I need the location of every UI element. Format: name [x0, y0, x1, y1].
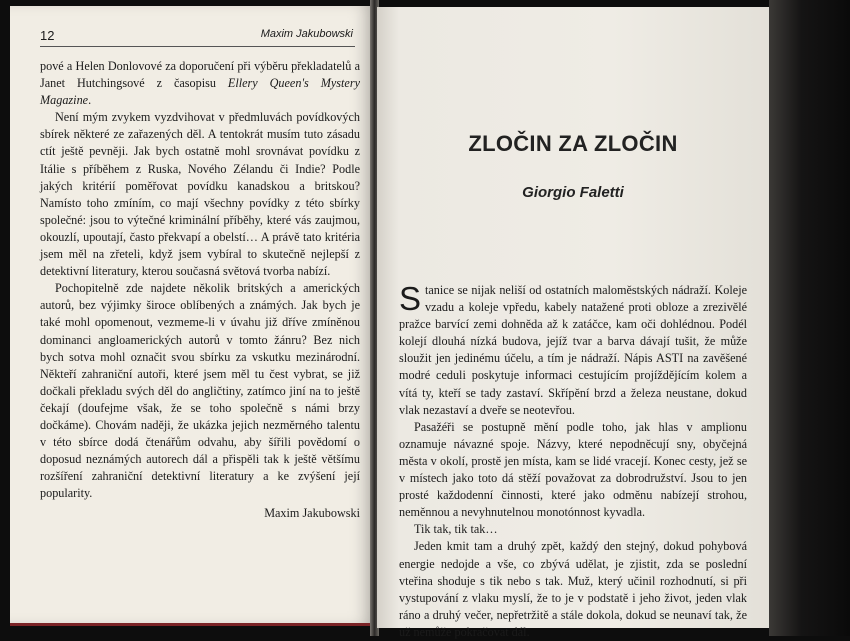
right-page: [377, 7, 769, 639]
running-head-author: Maxim Jakubowski: [260, 28, 353, 40]
paragraph: Pochopitelně zde najdete několik britských a amerických autorů, bez výjimky široce oblíbených a známých. Jak bych je také mohl opomenout, vezmeme-li v úvahu již dříve zmíněnou dominanci angloamerických autorů v tomto žánru? Bez nich bych sotva mohl označit svou sbírku za vskutku mezinárodní. Někteří zahraniční autoři, které jsem měl tu čest vybrat, se již dočkali překladu svých děl do angličtiny, zatímco jiní na to ještě čekají (doufejme však, že se toho společně s námi brzy dočkáme). Chovám naději, že ukázka jejich nezměrného talentu v této sbírce dodá čtenářům odvahu, aby šířili povědomí o doposud neznámých autorech dál a přispěli tak k ještě většímu rozšíření zahraniční detektivní literatury a ke zvýšení její popularity.: [40, 281, 360, 501]
left-page: [10, 6, 373, 626]
running-head: [40, 26, 355, 47]
page-edge-shadow: [769, 0, 850, 636]
preface-text: [40, 58, 360, 523]
signature: Maxim Jakubowski: [264, 506, 360, 521]
story-title: ZLOČIN ZA ZLOČIN: [468, 131, 678, 156]
page-number: 12: [40, 28, 55, 43]
paragraph: pové a Helen Donlovové za doporučení při výběru překladatelů a Janet Hutchingsové z časopisu Ellery Queen's Mystery Magazine.: [40, 59, 360, 108]
drop-cap: S: [399, 280, 422, 317]
paragraph: Stanice se nijak neliší od ostatních maloměstských nádraží. Koleje vzadu a koleje vpředu, kabely natažené proti obloze a zrezivělé pražce barvící zemi dohněda až k zatáčce, kam oči dohlédnou. Podél kolejí dlouhá nízká budova, jejíž tvar a barva dávají tušit, že může sloužit jen jedinému účelu, a tím je nádraží. Nápis ASTI na zavěšené modré ceduli poskytuje informaci cestujícím projíždějícím kolem a vítá ty, kteří se tady zastaví. Skřípění brzd a železa neustane, dokud vlak nezastaví a dveře se neotevřou.: [399, 280, 747, 417]
paragraph: Není mým zvykem vyzdvihovat v předmluvách povídkových sbírek některé ze zařazených děl. A tentokrát musím tuto zásadu ctít ještě pevněji. Jak bych ostatně mohl srovnávat povídku z Itálie s příběhem z Ruska, Nového Zélandu či Indie? Podle jakých kritérií poměřovat povídku kanadskou a britskou? Namísto toho zmíním, co mají všechny povídky z této sbírky společné: jsou to výtečné kriminální příběhy, které vás zaujmou, okouzlí, upoutají, často překvapí a obelstí… A právě tato kritéria jsem měl na zřeteli, když jsem vybíral to skutečně nejlepší z detektivní literatury, kterou současná světová tvorba nabízí.: [40, 110, 360, 279]
magazine-title: Ellery Queen's Mystery Magazine: [40, 76, 360, 108]
paragraph: Jeden kmit tam a druhý zpět, každý den stejný, dokud pohybová energie nedojde a vše, co zbývá udělat, je zjistit, zda se poslední vteřina shoduje s tik nebo s tak. Muž, který učinil rozhodnutí, si při vystupování z vlaku myslí, že to je v podstatě i jeho život, jeden vlak ráno a druhý večer, nepřetržitě a stále dokola, dokud se neunaví tak, že už nemůže pokračovat dál.: [399, 539, 747, 639]
story-text: [399, 282, 747, 641]
paragraph: Tik tak, tik tak…: [414, 522, 498, 537]
story-author: Giorgio Faletti: [522, 184, 624, 201]
paragraph: Pasažéři se postupně mění podle toho, jak hlas v amplionu oznamuje návazné spoje. Názvy, které nepodněcují sny, obyčejná města v okolí, prostě jen místa, kam se lidé vracejí. Konec cesty, jež se v místech jako toto dá stěží považovat za dobrodružství. Jsou to jen prosté každodenní činnosti, které jako odměnu nabízejí strohou, neměnnou a nevyhnutelnou monotónnost kyvadla.: [399, 419, 747, 520]
